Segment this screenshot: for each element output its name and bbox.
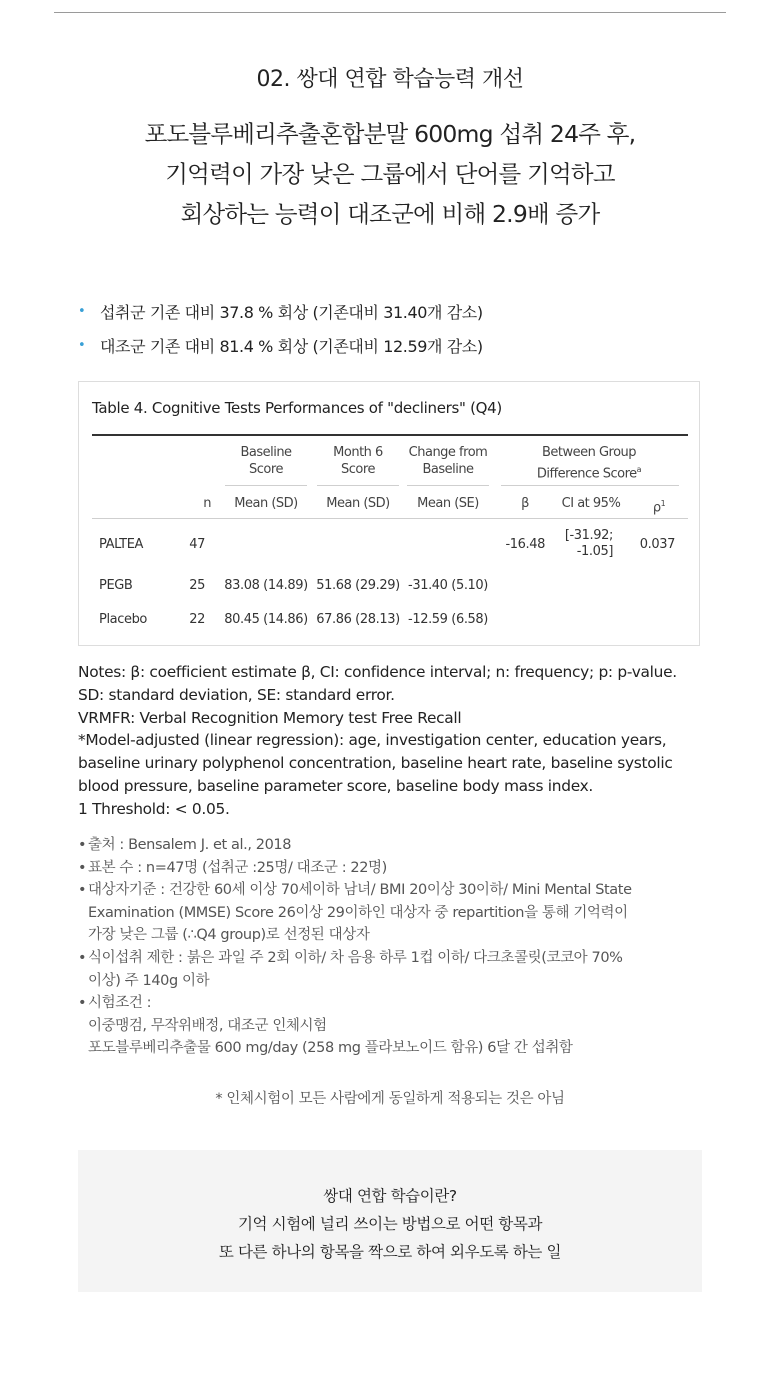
note-line: 1 Threshold: < 0.05. bbox=[78, 799, 230, 818]
table-row-label: PALTEA bbox=[99, 537, 144, 552]
header-segment-rule bbox=[501, 485, 679, 486]
ci-line: [-31.92; bbox=[564, 528, 613, 543]
definition-line: 기억 시험에 널리 쓰이는 방법으로 어떤 항목과 bbox=[237, 1215, 543, 1233]
table-row-label: PEGB bbox=[99, 578, 133, 593]
result-bullet-text: 섭취군 기존 대비 37.8 % 회상 (기존대비 31.40개 감소) bbox=[100, 302, 483, 322]
table-header-rule bbox=[92, 518, 688, 519]
table-notes bbox=[78, 661, 718, 821]
reference-item bbox=[78, 992, 718, 1060]
header-between-group bbox=[499, 444, 679, 482]
reference-text: 표본 수 : n=47명 (섭취군 :25명/ 대조군 : 22명) bbox=[88, 859, 387, 876]
table-cell-n: 47 bbox=[189, 537, 205, 552]
table-top-rule bbox=[92, 434, 688, 436]
header-sup: a bbox=[636, 465, 642, 474]
table-cell-beta: -16.48 bbox=[505, 537, 545, 552]
definition-box bbox=[78, 1150, 702, 1292]
note-line: Notes: β: coefficient estimate β, CI: confidence interval; n: frequency; p: p-value. bbox=[78, 663, 677, 681]
header-baseline bbox=[221, 444, 311, 478]
bullet-dot-icon: • bbox=[78, 303, 86, 319]
disclaimer: * 인체시험이 모든 사람에게 동일하게 적용되는 것은 아님 bbox=[215, 1091, 565, 1107]
header-mean-sd: Mean (SD) bbox=[326, 496, 390, 511]
header-text: ρ bbox=[652, 500, 661, 516]
header-text: Month 6 bbox=[333, 445, 383, 460]
reference-item bbox=[78, 879, 718, 947]
table-cell-baseline: 80.45 (14.86) bbox=[224, 612, 308, 627]
header-ci: CI at 95% bbox=[561, 496, 621, 511]
bullet-icon: • bbox=[78, 882, 87, 899]
top-divider bbox=[54, 12, 726, 13]
note-line: VRMFR: Verbal Recognition Memory test Free Recall bbox=[78, 708, 462, 727]
header-change bbox=[403, 444, 493, 478]
header-text: Difference Score bbox=[536, 466, 637, 482]
table-cell-change: -12.59 (6.58) bbox=[408, 612, 488, 627]
result-bullet bbox=[78, 294, 718, 328]
reference-item bbox=[78, 947, 718, 992]
header-beta: β bbox=[521, 496, 529, 511]
table-cell-month6: 67.86 (28.13) bbox=[316, 612, 400, 627]
header-text: Between Group bbox=[541, 445, 637, 460]
study-references bbox=[78, 834, 718, 1060]
table-cell-month6: 51.68 (29.29) bbox=[316, 578, 400, 593]
ci-line: -1.05] bbox=[576, 544, 613, 559]
table-cell-ci bbox=[551, 528, 613, 560]
table-cell-change: -31.40 (5.10) bbox=[408, 578, 488, 593]
bullet-dot-icon: • bbox=[78, 337, 86, 353]
note-line: blood pressure, baseline parameter score, baseline body mass index. bbox=[78, 776, 594, 795]
header-rho bbox=[639, 495, 679, 516]
reference-text: 대상자기준 : 건강한 60세 이상 70세이하 남녀/ BMI 20이상 30이하/ Mini Mental State Examination (MMSE) Score 26이상 29이하인 대상자 중 repartition을 통해 기억력이 가장 낮은 그룹 (∴Q4 group)로 선정된 대상자 bbox=[88, 882, 632, 944]
header-text: Baseline bbox=[240, 445, 292, 460]
bullet-icon: • bbox=[78, 949, 87, 966]
header-text: Change from bbox=[408, 445, 488, 460]
headline-line-2: 기억력이 가장 낮은 그룹에서 단어를 기억하고 bbox=[165, 160, 615, 188]
table-row-label: Placebo bbox=[99, 612, 147, 627]
header-month6 bbox=[315, 444, 401, 478]
headline-line-3: 회상하는 능력이 대조군에 비해 2.9배 증가 bbox=[180, 200, 600, 228]
table-cell-n: 22 bbox=[189, 612, 205, 627]
header-sup: 1 bbox=[660, 499, 666, 508]
definition-title: 쌍대 연합 학습이란? bbox=[323, 1187, 457, 1205]
section-heading: 02. 쌍대 연합 학습능력 개선 bbox=[256, 67, 524, 92]
header-segment-rule bbox=[225, 485, 307, 486]
reference-item bbox=[78, 857, 718, 880]
bullet-icon: • bbox=[78, 995, 87, 1012]
results-table bbox=[78, 381, 700, 646]
bullet-icon: • bbox=[78, 859, 87, 876]
table-cell-n: 25 bbox=[189, 578, 205, 593]
header-segment-rule bbox=[407, 485, 489, 486]
note-line: baseline urinary polyphenol concentration, baseline heart rate, baseline systolic bbox=[78, 754, 673, 773]
note-line: *Model-adjusted (linear regression): age, investigation center, education years, bbox=[78, 731, 667, 750]
header-mean-se: Mean (SE) bbox=[417, 496, 479, 511]
header-text: Score bbox=[341, 462, 375, 477]
definition-line: 또 다른 하나의 항목을 짝으로 하여 외우도록 하는 일 bbox=[218, 1243, 562, 1261]
reference-text: 식이섭취 제한 : 붉은 과일 주 2회 이하/ 차 음용 하루 1컵 이하/ 다크초콜릿(코코아 70% 이상) 주 140g 이하 bbox=[88, 949, 623, 989]
headline-line-1: 포도블루베리추출혼합분말 600mg 섭취 24주 후, bbox=[144, 120, 636, 148]
result-bullets bbox=[78, 294, 718, 362]
result-bullet bbox=[78, 328, 718, 362]
bullet-icon: • bbox=[78, 837, 87, 853]
note-line: SD: standard deviation, SE: standard error. bbox=[78, 685, 395, 704]
reference-text: 시험조건 : 이중맹검, 무작위배정, 대조군 인체시험 포도블루베리추출물 600 mg/day (258 mg 플라보노이드 함유) 6달 간 섭취함 bbox=[88, 995, 573, 1057]
reference-text: 출처 : Bensalem J. et al., 2018 bbox=[88, 837, 292, 853]
header-text: Score bbox=[249, 462, 283, 477]
result-bullet-text: 대조군 기존 대비 81.4 % 회상 (기존대비 12.59개 감소) bbox=[100, 336, 483, 356]
header-text: Baseline bbox=[422, 462, 474, 477]
header-n: n bbox=[203, 496, 211, 511]
table-cell-baseline: 83.08 (14.89) bbox=[224, 578, 308, 593]
reference-item bbox=[78, 834, 718, 857]
header-segment-rule bbox=[317, 485, 399, 486]
table-caption: Table 4. Cognitive Tests Performances of "decliners" (Q4) bbox=[92, 399, 502, 417]
header-mean-sd: Mean (SD) bbox=[234, 496, 298, 511]
table-cell-rho: 0.037 bbox=[639, 537, 675, 552]
